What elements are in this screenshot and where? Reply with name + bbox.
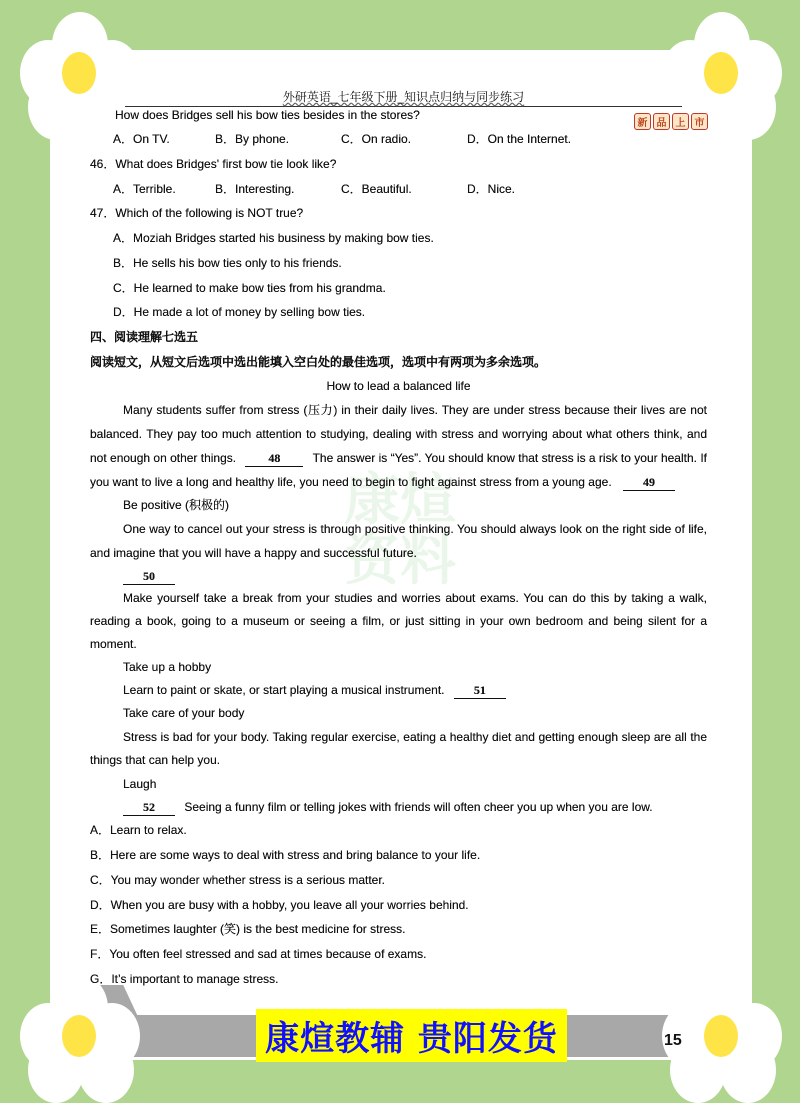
- passage-line: balanced. They pay too much attention to studying, dealing with stress and worrying about what others think, and: [90, 427, 707, 441]
- passage-line: [90, 474, 675, 491]
- passage-line: [90, 450, 707, 467]
- subheading: Be positive (积极的): [123, 498, 230, 512]
- option: D．On the Internet.: [467, 132, 572, 146]
- option: A．Terrible.: [113, 182, 176, 196]
- question-stem: How does Bridges sell his bow ties besides in the stores?: [115, 108, 420, 122]
- option: B．By phone.: [215, 132, 290, 146]
- blank-51[interactable]: 51: [454, 682, 506, 699]
- choice: D．When you are busy with a hobby, you leave all your worries behind.: [90, 898, 469, 912]
- passage-text: you want to live a long and healthy life, you need to begin to fight against stress from a young age.: [90, 475, 612, 489]
- option: B．Interesting.: [215, 182, 295, 196]
- passage-line: Many students suffer from stress (压力) in their daily lives. They are under stress because their lives are not: [123, 403, 707, 417]
- passage-line: Stress is bad for your body. Taking regular exercise, eating a healthy diet and getting enough sleep are all the: [123, 730, 707, 744]
- passage-text: Seeing a funny film or telling jokes with friends will often cheer you up when you are low.: [184, 800, 653, 814]
- passage-line: One way to cancel out your stress is through positive thinking. You should always look on the right side of life,: [123, 522, 707, 536]
- question-stem: 47．Which of the following is NOT true?: [90, 206, 304, 220]
- subheading: Take care of your body: [123, 706, 245, 720]
- option: B．He sells his bow ties only to his friends.: [113, 256, 342, 270]
- section-instruction: 阅读短文，从短文后选项中选出能填入空白处的最佳选项，选项中有两项为多余选项。: [90, 355, 547, 369]
- choice: G．It’s important to manage stress.: [90, 972, 279, 986]
- passage-line: moment.: [90, 637, 137, 651]
- option: C．He learned to make bow ties from his grandma.: [113, 281, 386, 295]
- option: D．He made a lot of money by selling bow ties.: [113, 305, 366, 319]
- blank-49[interactable]: 49: [623, 474, 675, 491]
- passage-line: [123, 799, 653, 816]
- choice: E．Sometimes laughter (笑) is the best medicine for stress.: [90, 922, 406, 936]
- new-product-badge: 新 品 上 市: [634, 113, 708, 130]
- passage-line: [123, 682, 506, 699]
- option: A．Moziah Bridges started his business by making bow ties.: [113, 231, 434, 245]
- promo-banner: 康煊教辅 贵阳发货: [256, 1009, 567, 1062]
- question-stem: 46．What does Bridges' first bow tie look like?: [90, 157, 337, 171]
- page-header: 外研英语_七年级下册_知识点归纳与同步练习: [125, 88, 682, 107]
- passage-text: not enough on other things.: [90, 451, 237, 465]
- subheading: Laugh: [123, 777, 157, 791]
- passage-line: things that can help you.: [90, 753, 221, 767]
- section-title: 四、阅读理解七选五: [90, 330, 199, 344]
- page-number: 15: [664, 1032, 682, 1049]
- option: C．Beautiful.: [341, 182, 412, 196]
- blank-48[interactable]: 48: [245, 450, 303, 467]
- option: C．On radio.: [341, 132, 412, 146]
- choice: F．You often feel stressed and sad at times because of exams.: [90, 947, 427, 961]
- passage-line: reading a book, going to a museum or seeing a film, or just sitting in your own bedroom and being silent for a: [90, 614, 707, 628]
- passage-text: Learn to paint or skate, or start playing a musical instrument.: [123, 683, 445, 697]
- watermark: 康煊资料: [344, 468, 456, 591]
- flower-decoration-icon: [20, 975, 140, 1095]
- passage-line: [123, 568, 175, 585]
- subheading: Take up a hobby: [123, 660, 212, 674]
- passage-line: and imagine that you will have a happy and successful future.: [90, 546, 417, 560]
- option: A．On TV.: [113, 132, 170, 146]
- blank-50[interactable]: 50: [123, 568, 175, 585]
- choice: A．Learn to relax.: [90, 823, 187, 837]
- choice: C．You may wonder whether stress is a serious matter.: [90, 873, 386, 887]
- passage-text: The answer is “Yes”. You should know that stress is a risk to your health. If: [312, 451, 707, 465]
- passage-title: How to lead a balanced life: [326, 379, 471, 393]
- option: D．Nice.: [467, 182, 516, 196]
- blank-52[interactable]: 52: [123, 799, 175, 816]
- passage-line: Make yourself take a break from your studies and worries about exams. You can do this by taking a walk,: [123, 591, 707, 605]
- choice: B．Here are some ways to deal with stress and bring balance to your life.: [90, 848, 481, 862]
